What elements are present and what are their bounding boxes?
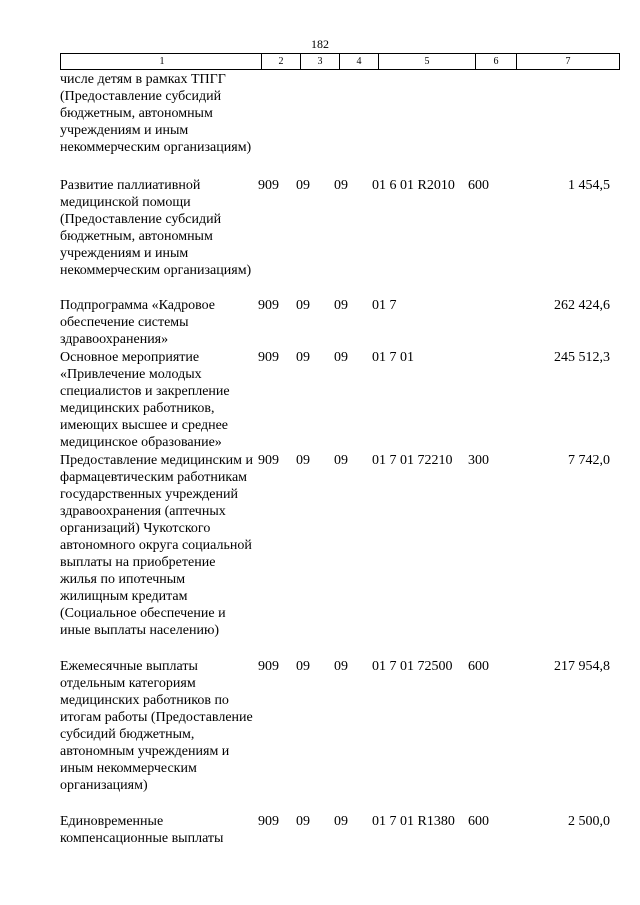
row-rz [296, 71, 334, 177]
header-col-7: 7 [517, 54, 620, 70]
table-row [60, 349, 610, 452]
row-sum: 262 424,6 [554, 298, 610, 313]
row-name: Ежемесячные выплаты отдельным категориям медицинских работников по итогам работы (Предоставление субсидий бюджетным, автономным учреждениям и иным некоммерческим организациям) [60, 659, 253, 793]
row-rz: 09 [296, 659, 310, 674]
row-sum: 1 454,5 [568, 178, 610, 193]
row-vr: 300 [468, 453, 489, 468]
header-col-1: 1 [61, 54, 262, 70]
row-csr [372, 71, 468, 177]
row-csr: 01 6 01 R2010 [372, 178, 455, 193]
row-grbs: 909 [258, 178, 279, 193]
row-name: Предоставление медицинским и фармацевтическим работникам государственных учреждений здравоохранения (аптечных организаций) Чукотского автономного округа социальной выплаты на приобретение жилья по ипотечным жилищным кредитам (Социальное обеспечение и иные выплаты населению) [60, 453, 253, 638]
header-col-5: 5 [379, 54, 476, 70]
header-col-6: 6 [476, 54, 517, 70]
row-grbs: 909 [258, 350, 279, 365]
row-name: Единовременные компенсационные выплаты [60, 814, 224, 846]
column-number-header [60, 53, 620, 70]
row-csr: 01 7 01 72210 [372, 453, 453, 468]
row-pr: 09 [334, 453, 348, 468]
row-sum [508, 71, 610, 177]
page-number: 182 [311, 37, 329, 51]
row-sum: 7 742,0 [568, 453, 610, 468]
budget-table [60, 71, 610, 853]
row-pr: 09 [334, 178, 348, 193]
row-name: Подпрограмма «Кадровое обеспечение системы здравоохранения» [60, 298, 216, 347]
row-csr: 01 7 01 R1380 [372, 814, 455, 829]
row-vr: 600 [468, 814, 489, 829]
row-vr: 600 [468, 659, 489, 674]
table-row [60, 177, 610, 297]
row-csr: 01 7 01 [372, 350, 414, 365]
table-row [60, 71, 610, 177]
row-grbs [258, 71, 296, 177]
header-col-2: 2 [262, 54, 301, 70]
row-grbs: 909 [258, 453, 279, 468]
row-grbs: 909 [258, 659, 279, 674]
row-rz: 09 [296, 814, 310, 829]
row-name: Развитие паллиативной медицинской помощи (Предоставление субсидий бюджетным, автономным учреждениям и иным некоммерческим организациям) [60, 178, 252, 278]
row-rz: 09 [296, 298, 310, 313]
row-pr: 09 [334, 298, 348, 313]
row-pr [334, 71, 372, 177]
row-name: числе детям в рамках ТПГГ (Предоставление субсидий бюджетным, автономным учреждениям и иным некоммерческим организациям) [60, 72, 252, 155]
table-row [60, 452, 610, 658]
row-grbs: 909 [258, 814, 279, 829]
header-col-4: 4 [340, 54, 379, 70]
row-rz: 09 [296, 453, 310, 468]
row-vr [468, 71, 508, 177]
header-col-3: 3 [301, 54, 340, 70]
table-row [60, 658, 610, 813]
row-grbs: 909 [258, 298, 279, 313]
header-row [61, 54, 620, 70]
row-csr: 01 7 [372, 298, 397, 313]
row-csr: 01 7 01 72500 [372, 659, 453, 674]
row-vr: 600 [468, 178, 489, 193]
row-vr [468, 297, 508, 349]
row-sum: 245 512,3 [554, 350, 610, 365]
row-pr: 09 [334, 814, 348, 829]
row-sum: 217 954,8 [554, 659, 610, 674]
row-pr: 09 [334, 350, 348, 365]
table-row [60, 297, 610, 349]
row-pr: 09 [334, 659, 348, 674]
row-sum: 2 500,0 [568, 814, 610, 829]
row-vr [468, 349, 508, 452]
row-name: Основное мероприятие «Привлечение молодых специалистов и закрепление медицинских работников, имеющих высшее и среднее медицинское образование» [60, 350, 230, 450]
row-rz: 09 [296, 178, 310, 193]
row-rz: 09 [296, 350, 310, 365]
table-row [60, 813, 610, 853]
